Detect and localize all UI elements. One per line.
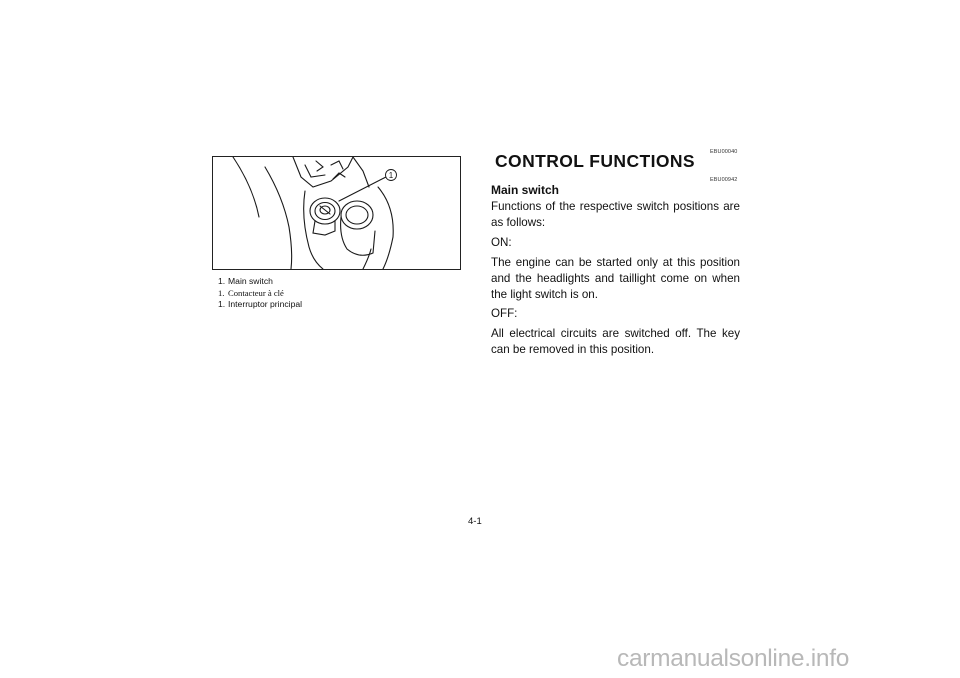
title-reference-code: EBU00040 (710, 149, 738, 155)
page-title: CONTROL FUNCTIONS (495, 151, 695, 171)
figure-captions (218, 276, 302, 311)
section-body (491, 199, 740, 362)
paragraph-on: The engine can be started only at this position and the headlights and taillight come on when the light switch is on. (491, 255, 740, 301)
label-off: OFF: (491, 307, 518, 321)
caption-french: 1. Contacteur à clé (218, 287, 284, 298)
section-heading: Main switch (491, 183, 560, 197)
paragraph-intro: Functions of the respective switch positions are as follows: (491, 200, 740, 229)
page-number: 4-1 (468, 516, 482, 527)
caption-english: 1. Main switch (218, 276, 273, 286)
section-reference-code: EBU00942 (710, 177, 738, 183)
label-on: ON: (491, 235, 512, 249)
main-switch-illustration (212, 156, 461, 270)
callout-number: 1 (388, 171, 394, 180)
paragraph-off: All electrical circuits are switched off. The key can be removed in this position. (491, 327, 740, 357)
watermark: carmanualsonline.info (617, 645, 850, 672)
caption-spanish: 1. Interruptor principal (218, 299, 303, 309)
